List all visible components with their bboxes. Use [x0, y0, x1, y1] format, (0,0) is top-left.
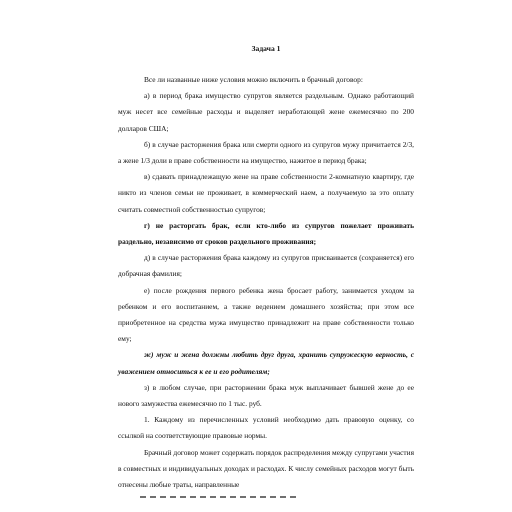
condition-b: б) в случае расторжения брака или смерти одного из супругов мужу причитается 2/3, а жене 1/3 доли в праве собственности на имущество, нажитое в период брака; [118, 139, 414, 166]
condition-a: а) в период брака имущество супругов является раздельным. Однако работающий муж несет все семейные расходы и выделяет неработающей жене ежемесячно по 200 долларов США; [118, 91, 414, 133]
document-title: Задача 1 [251, 44, 281, 53]
condition-zh: ж) муж и жена должны любить друг друга, хранить супружескую верность, с уважением относиться к ее и его родителям; [118, 350, 414, 376]
condition-g: г) не расторгать брак, если кто-либо из супругов пожелает проживать раздельно, независимо от сроков раздельного проживания; [118, 220, 414, 247]
condition-v: в) сдавать принадлежащую жене на праве собственности 2-комнатную квартиру, где никто из членов семьи не проживает, в коммерческий наем, а получаемую за это оплату считать совместной собственностью супругов; [118, 172, 414, 214]
task-instruction: 1. Каждому из перечисленных условий необходимо дать правовую оценку, со ссылкой на соответствующие правовые нормы. [118, 415, 414, 441]
cut-off-line [140, 496, 300, 498]
condition-e: е) после рождения первого ребенка жена бросает работу, занимается уходом за ребенком и его воспитанием, а также ведением домашнего хозяйства; при этом все приобретенное на средства мужа имущество принадлежит на праве собственности только ему; [118, 285, 414, 344]
intro-paragraph: Все ли названные ниже условия можно включить в брачный договор: [144, 75, 363, 84]
condition-z: з) в любом случае, при расторжении брака муж выплачивает бывшей жене до ее нового замужества ежемесячно по 1 тыс. руб. [118, 382, 414, 409]
explanation-paragraph: Брачный договор может содержать порядок распределения между супругами участия в совместных и индивидуальных доходах и расходах. К числу семейных расходов могут быть отнесены любые траты, направленные [118, 447, 414, 490]
condition-d: д) в случае расторжения брака каждому из супругов присваивается (сохраняется) его добрачная фамилия; [118, 253, 414, 279]
